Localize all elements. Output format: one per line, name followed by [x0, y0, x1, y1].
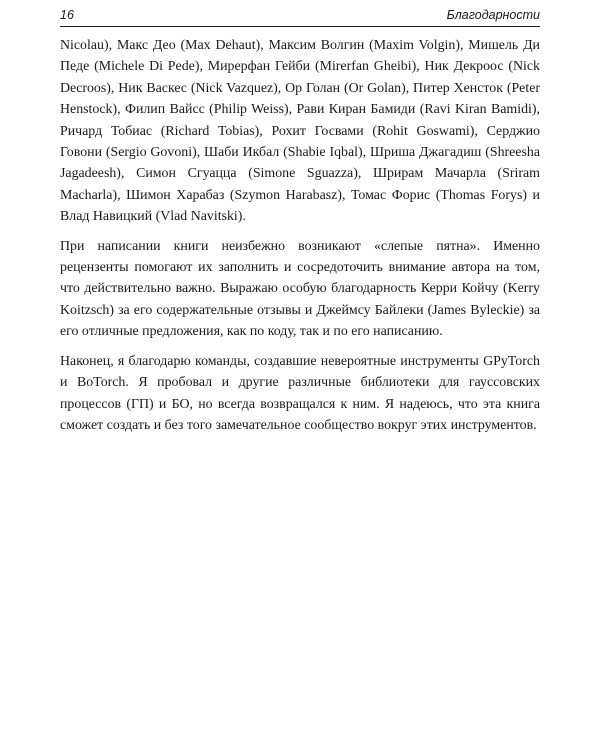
body-text	[60, 35, 540, 444]
paragraph-reviewers-list: Nicolau), Макс Део (Max Dehaut), Максим Волгин (Maxim Volgin), Мишель Ди Педе (Michele Di Pede), Мирерфан Гейби (Mirerfan Gheibi), Ник Декроос (Nick Decroos), Ник Васкес (Nick Vazquez), Ор Голан (Or Golan), Питер Хенсток (Peter Henstock), Филип Вайсс (Philip Weiss), Рави Киран Бамиди (Ravi Kiran Bamidi), Ричард Тобиас (Richard Tobias), Рохит Госвами (Rohit Goswami), Серджио Говони (Sergio Govoni), Шаби Икбал (Shabie Iqbal), Шриша Джагадиш (Shreesha Jagadeesh), Симон Сгуацца (Simone Sguazza), Шрирам Мачарла (Sriram Macharla), Шимон Харабаз (Szymon Harabasz), Томас Форис (Thomas Forys) и Влад Навицкий (Vlad Navitski).	[60, 38, 540, 225]
paragraph-tools-thanks: Наконец, я благодарю команды, создавшие невероятные инструменты GPyTorch и BoTorch. Я пробовал и другие различные библиотеки для гауссовских процессов (ГП) и БО, но всегда возвращался к ним. Я надеюсь, что эта книга сможет создать и без того замечательное сообщество вокруг этих инструментов.	[60, 353, 540, 433]
header-divider	[60, 26, 540, 27]
page-number: 16	[60, 8, 74, 22]
page-header	[60, 8, 540, 28]
paragraph-reviewers-thanks: При написании книги неизбежно возникают «слепые пятна». Именно рецензенты помогают их заполнить и сосредоточить внимание автора на том, что действительно важно. Выражаю особую благодарность Керри Койчу (Kerry Koitzsch) за его содержательные отзывы и Джеймсу Байлеки (James Byleckie) за его отличные предложения, как по коду, так и по его написанию.	[60, 238, 540, 340]
running-title: Благодарности	[446, 8, 540, 22]
